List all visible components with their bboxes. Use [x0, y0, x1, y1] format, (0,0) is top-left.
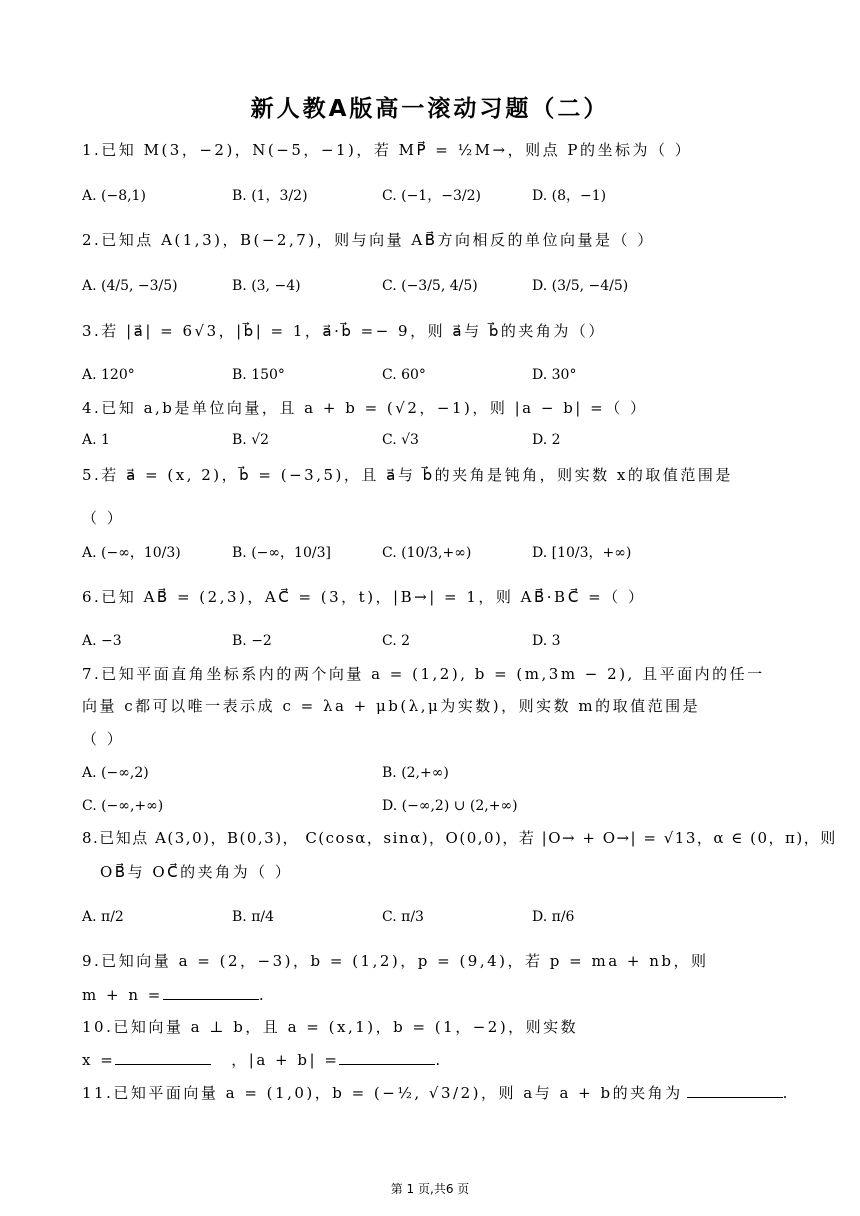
question-6-stem: 6.已知 AB⃗ = (2,3)，AC⃗ = (3，t)，|B→| = 1，则 AB⃗·BC⃗ =（ ）: [82, 588, 646, 606]
q1-option-d: D. (8，−1): [532, 188, 607, 204]
q6-option-b: B. −2: [232, 633, 272, 649]
q8-option-d: D. π/6: [532, 909, 575, 925]
page-title: 新人教A版高一滚动习题（二）: [250, 96, 610, 122]
question-2-stem: 2.已知点 A(1,3)，B(−2,7)，则与向量 AB⃗方向相反的单位向量是（ ）: [82, 231, 655, 249]
question-5-stem: 5.若 a⃗ = (x, 2)，b⃗ = (−3,5)，且 a⃗与 b⃗的夹角是钝角，则实数 x的取值范围是: [82, 466, 733, 484]
q3-option-c: C. 60°: [382, 367, 426, 383]
q2-option-a: A. (4/5, −3/5): [82, 278, 178, 294]
q2-option-b: B. (3, −4): [232, 278, 301, 294]
q5-option-a: A. (−∞，10/3): [82, 545, 181, 561]
q7-option-c: C. (−∞,+∞): [82, 798, 164, 814]
question-1-stem: 1.已知 M(3，−2)，N(−5，−1)，若 MP⃗ = ½M→，则点 P的坐标为（ ）: [82, 141, 693, 159]
question-3-stem: 3.若 |a⃗| = 6√3，|b⃗| = 1，a⃗·b⃗ =− 9，则 a⃗与 b⃗的夹角为（）: [82, 322, 606, 340]
q4-option-a: A. 1: [82, 432, 110, 448]
q10-abs-label: ，|a + b| =: [231, 1051, 340, 1069]
q1-option-b: B. (1，3/2): [232, 188, 308, 204]
q7-option-b: B. (2,+∞): [382, 765, 449, 781]
question-9-answer-line: [82, 984, 800, 1006]
question-4-stem: 4.已知 a,b是单位向量，且 a + b = (√2，−1)，则 |a − b| =（ ）: [82, 399, 648, 417]
q11-period: .: [782, 1084, 790, 1102]
q11-answer-blank[interactable]: [687, 1083, 783, 1098]
question-8-stem: 8.已知点 A(3,0)，B(0,3)， C(cosα，sinα)，O(0,0)，若 |O→ + O→| = √13，α ∈ (0，π)，则: [82, 829, 837, 847]
question-7-paren: （ ）: [82, 730, 125, 748]
q2-option-c: C. (−3/5, 4/5): [382, 278, 478, 294]
q10-abs-blank[interactable]: [339, 1050, 435, 1065]
question-8-stem-line2: OB⃗与 OC⃗的夹角为（ ）: [100, 863, 293, 881]
q1-option-c: C. (−1，−3/2): [382, 188, 481, 204]
question-7-stem: 7.已知平面直角坐标系内的两个向量 a = (1,2), b = (m,3m − 2), 且平面内的任一: [82, 665, 765, 683]
q2-option-d: D. (3/5, −4/5): [532, 278, 629, 294]
q4-option-c: C. √3: [382, 432, 419, 448]
q1-option-a: A. (−8,1): [82, 188, 146, 204]
q6-option-c: C. 2: [382, 633, 411, 649]
q9-period: .: [258, 986, 267, 1004]
question-10-answer-line: [82, 1049, 800, 1071]
q5-option-d: D. [10/3，+∞): [532, 545, 632, 561]
q8-option-a: A. π/2: [82, 909, 124, 925]
q6-option-a: A. −3: [82, 633, 122, 649]
question-5-paren: （ ）: [82, 509, 125, 527]
q10-x-blank[interactable]: [115, 1050, 211, 1065]
q5-option-b: B. (−∞，10/3]: [232, 545, 331, 561]
question-7-stem-line2: 向量 c都可以唯一表示成 c = λa + μb(λ,μ为实数)，则实数 m的取值范围是: [82, 697, 701, 715]
q3-option-d: D. 30°: [532, 367, 577, 383]
q8-option-b: B. π/4: [232, 909, 275, 925]
question-11-stem: 11.已知平面向量 a = (1,0)，b = (−½, √3/2)，则 a与 a + b的夹角为: [82, 1084, 683, 1102]
q9-answer-blank[interactable]: [163, 985, 259, 1000]
q5-option-c: C. (10/3,+∞): [382, 545, 472, 561]
question-10-stem: 10.已知向量 a ⊥ b，且 a = (x,1)，b = (1，−2)，则实数: [82, 1018, 579, 1036]
q10-period: .: [435, 1051, 443, 1069]
q6-option-d: D. 3: [532, 633, 561, 649]
q3-option-a: A. 120°: [82, 367, 135, 383]
q10-x-label: x =: [82, 1051, 116, 1069]
q4-option-b: B. √2: [232, 432, 270, 448]
q7-option-d: D. (−∞,2) ∪ (2,+∞): [382, 798, 518, 814]
q9-answer-label: m + n =: [82, 986, 163, 1004]
q3-option-b: B. 150°: [232, 367, 285, 383]
question-11-line: [82, 1082, 800, 1104]
question-9-stem: 9.已知向量 a = (2，−3)，b = (1,2)，p = (9,4)，若 p = ma + nb，则: [82, 952, 709, 970]
q4-option-d: D. 2: [532, 432, 561, 448]
q8-option-c: C. π/3: [382, 909, 424, 925]
page-footer: 第 1 页,共6 页: [390, 1182, 470, 1196]
q7-option-a: A. (−∞,2): [82, 765, 149, 781]
